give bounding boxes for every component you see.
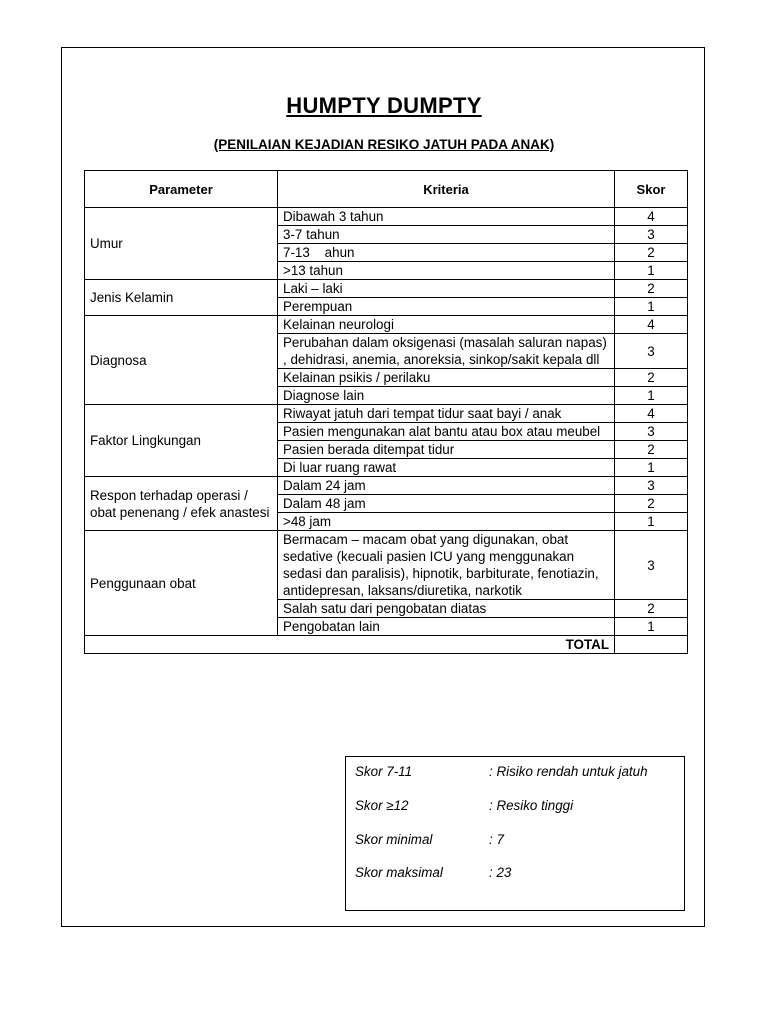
skor-cell: 2	[615, 600, 688, 618]
legend-key: Skor minimal	[355, 832, 433, 847]
kriteria-cell: Perubahan dalam oksigenasi (masalah saluran napas) , dehidrasi, anemia, anoreksia, sinkop/sakit kepala dll	[278, 334, 615, 369]
skor-cell: 2	[615, 280, 688, 298]
kriteria-cell: Kelainan neurologi	[278, 316, 615, 334]
skor-cell: 4	[615, 405, 688, 423]
kriteria-cell: 7-13 ahun	[278, 244, 615, 262]
table-row	[85, 531, 688, 600]
table-header-row	[85, 171, 688, 208]
legend-value: : 7	[489, 832, 504, 847]
kriteria-cell: Pasien berada ditempat tidur	[278, 441, 615, 459]
skor-cell: 2	[615, 441, 688, 459]
kriteria-cell: Perempuan	[278, 298, 615, 316]
skor-cell: 3	[615, 531, 688, 600]
kriteria-cell: Dalam 48 jam	[278, 495, 615, 513]
kriteria-cell: Riwayat jatuh dari tempat tidur saat bayi / anak	[278, 405, 615, 423]
kriteria-cell: Dibawah 3 tahun	[278, 208, 615, 226]
skor-cell: 1	[615, 262, 688, 280]
legend-value: : Risiko rendah untuk jatuh	[489, 764, 648, 779]
total-value-cell	[615, 636, 688, 654]
skor-cell: 3	[615, 423, 688, 441]
table-row	[85, 477, 688, 495]
kriteria-cell: Pasien mengunakan alat bantu atau box atau meubel	[278, 423, 615, 441]
table-row	[85, 405, 688, 423]
total-row	[85, 636, 688, 654]
header-parameter: Parameter	[85, 171, 278, 208]
skor-cell: 2	[615, 495, 688, 513]
total-label: TOTAL	[85, 636, 615, 654]
kriteria-cell: Kelainan psikis / perilaku	[278, 369, 615, 387]
skor-cell: 1	[615, 618, 688, 636]
table-row	[85, 316, 688, 334]
parameter-cell: Respon terhadap operasi / obat penenang / efek anastesi	[85, 477, 278, 531]
skor-cell: 3	[615, 226, 688, 244]
document-title: HUMPTY DUMPTY	[286, 93, 482, 118]
legend-value: : Resiko tinggi	[489, 798, 574, 813]
kriteria-cell: Salah satu dari pengobatan diatas	[278, 600, 615, 618]
header-skor: Skor	[615, 171, 688, 208]
skor-cell: 3	[615, 477, 688, 495]
parameter-cell: Faktor Lingkungan	[85, 405, 278, 477]
kriteria-cell: 3-7 tahun	[278, 226, 615, 244]
kriteria-cell: Bermacam – macam obat yang digunakan, obat sedative (kecuali pasien ICU yang menggunakan sedasi dan paralisis), hipnotik, barbiturate, fenotiazin, antidepresan, laksans/diuretika, narkotik	[278, 531, 615, 600]
skor-cell: 3	[615, 334, 688, 369]
kriteria-cell: Laki – laki	[278, 280, 615, 298]
skor-cell: 1	[615, 387, 688, 405]
table-row	[85, 280, 688, 298]
table-row	[85, 208, 688, 226]
kriteria-cell: >13 tahun	[278, 262, 615, 280]
parameter-cell: Umur	[85, 208, 278, 280]
assessment-table	[84, 170, 688, 654]
skor-cell: 1	[615, 298, 688, 316]
parameter-cell: Penggunaan obat	[85, 531, 278, 636]
skor-cell: 1	[615, 459, 688, 477]
skor-cell: 1	[615, 513, 688, 531]
legend-key: Skor maksimal	[355, 865, 443, 880]
kriteria-cell: Pengobatan lain	[278, 618, 615, 636]
skor-cell: 4	[615, 316, 688, 334]
parameter-cell: Diagnosa	[85, 316, 278, 405]
kriteria-cell: Diagnose lain	[278, 387, 615, 405]
legend-key: Skor ≥12	[355, 798, 409, 813]
legend-key: Skor 7-11	[355, 764, 413, 779]
legend-value: : 23	[489, 865, 512, 880]
parameter-cell: Jenis Kelamin	[85, 280, 278, 316]
document-subtitle: (PENILAIAN KEJADIAN RESIKO JATUH PADA ANAK)	[213, 137, 555, 152]
score-legend-box	[345, 756, 685, 911]
kriteria-cell: Di luar ruang rawat	[278, 459, 615, 477]
skor-cell: 2	[615, 244, 688, 262]
skor-cell: 2	[615, 369, 688, 387]
kriteria-cell: >48 jam	[278, 513, 615, 531]
header-kriteria: Kriteria	[278, 171, 615, 208]
skor-cell: 4	[615, 208, 688, 226]
kriteria-cell: Dalam 24 jam	[278, 477, 615, 495]
